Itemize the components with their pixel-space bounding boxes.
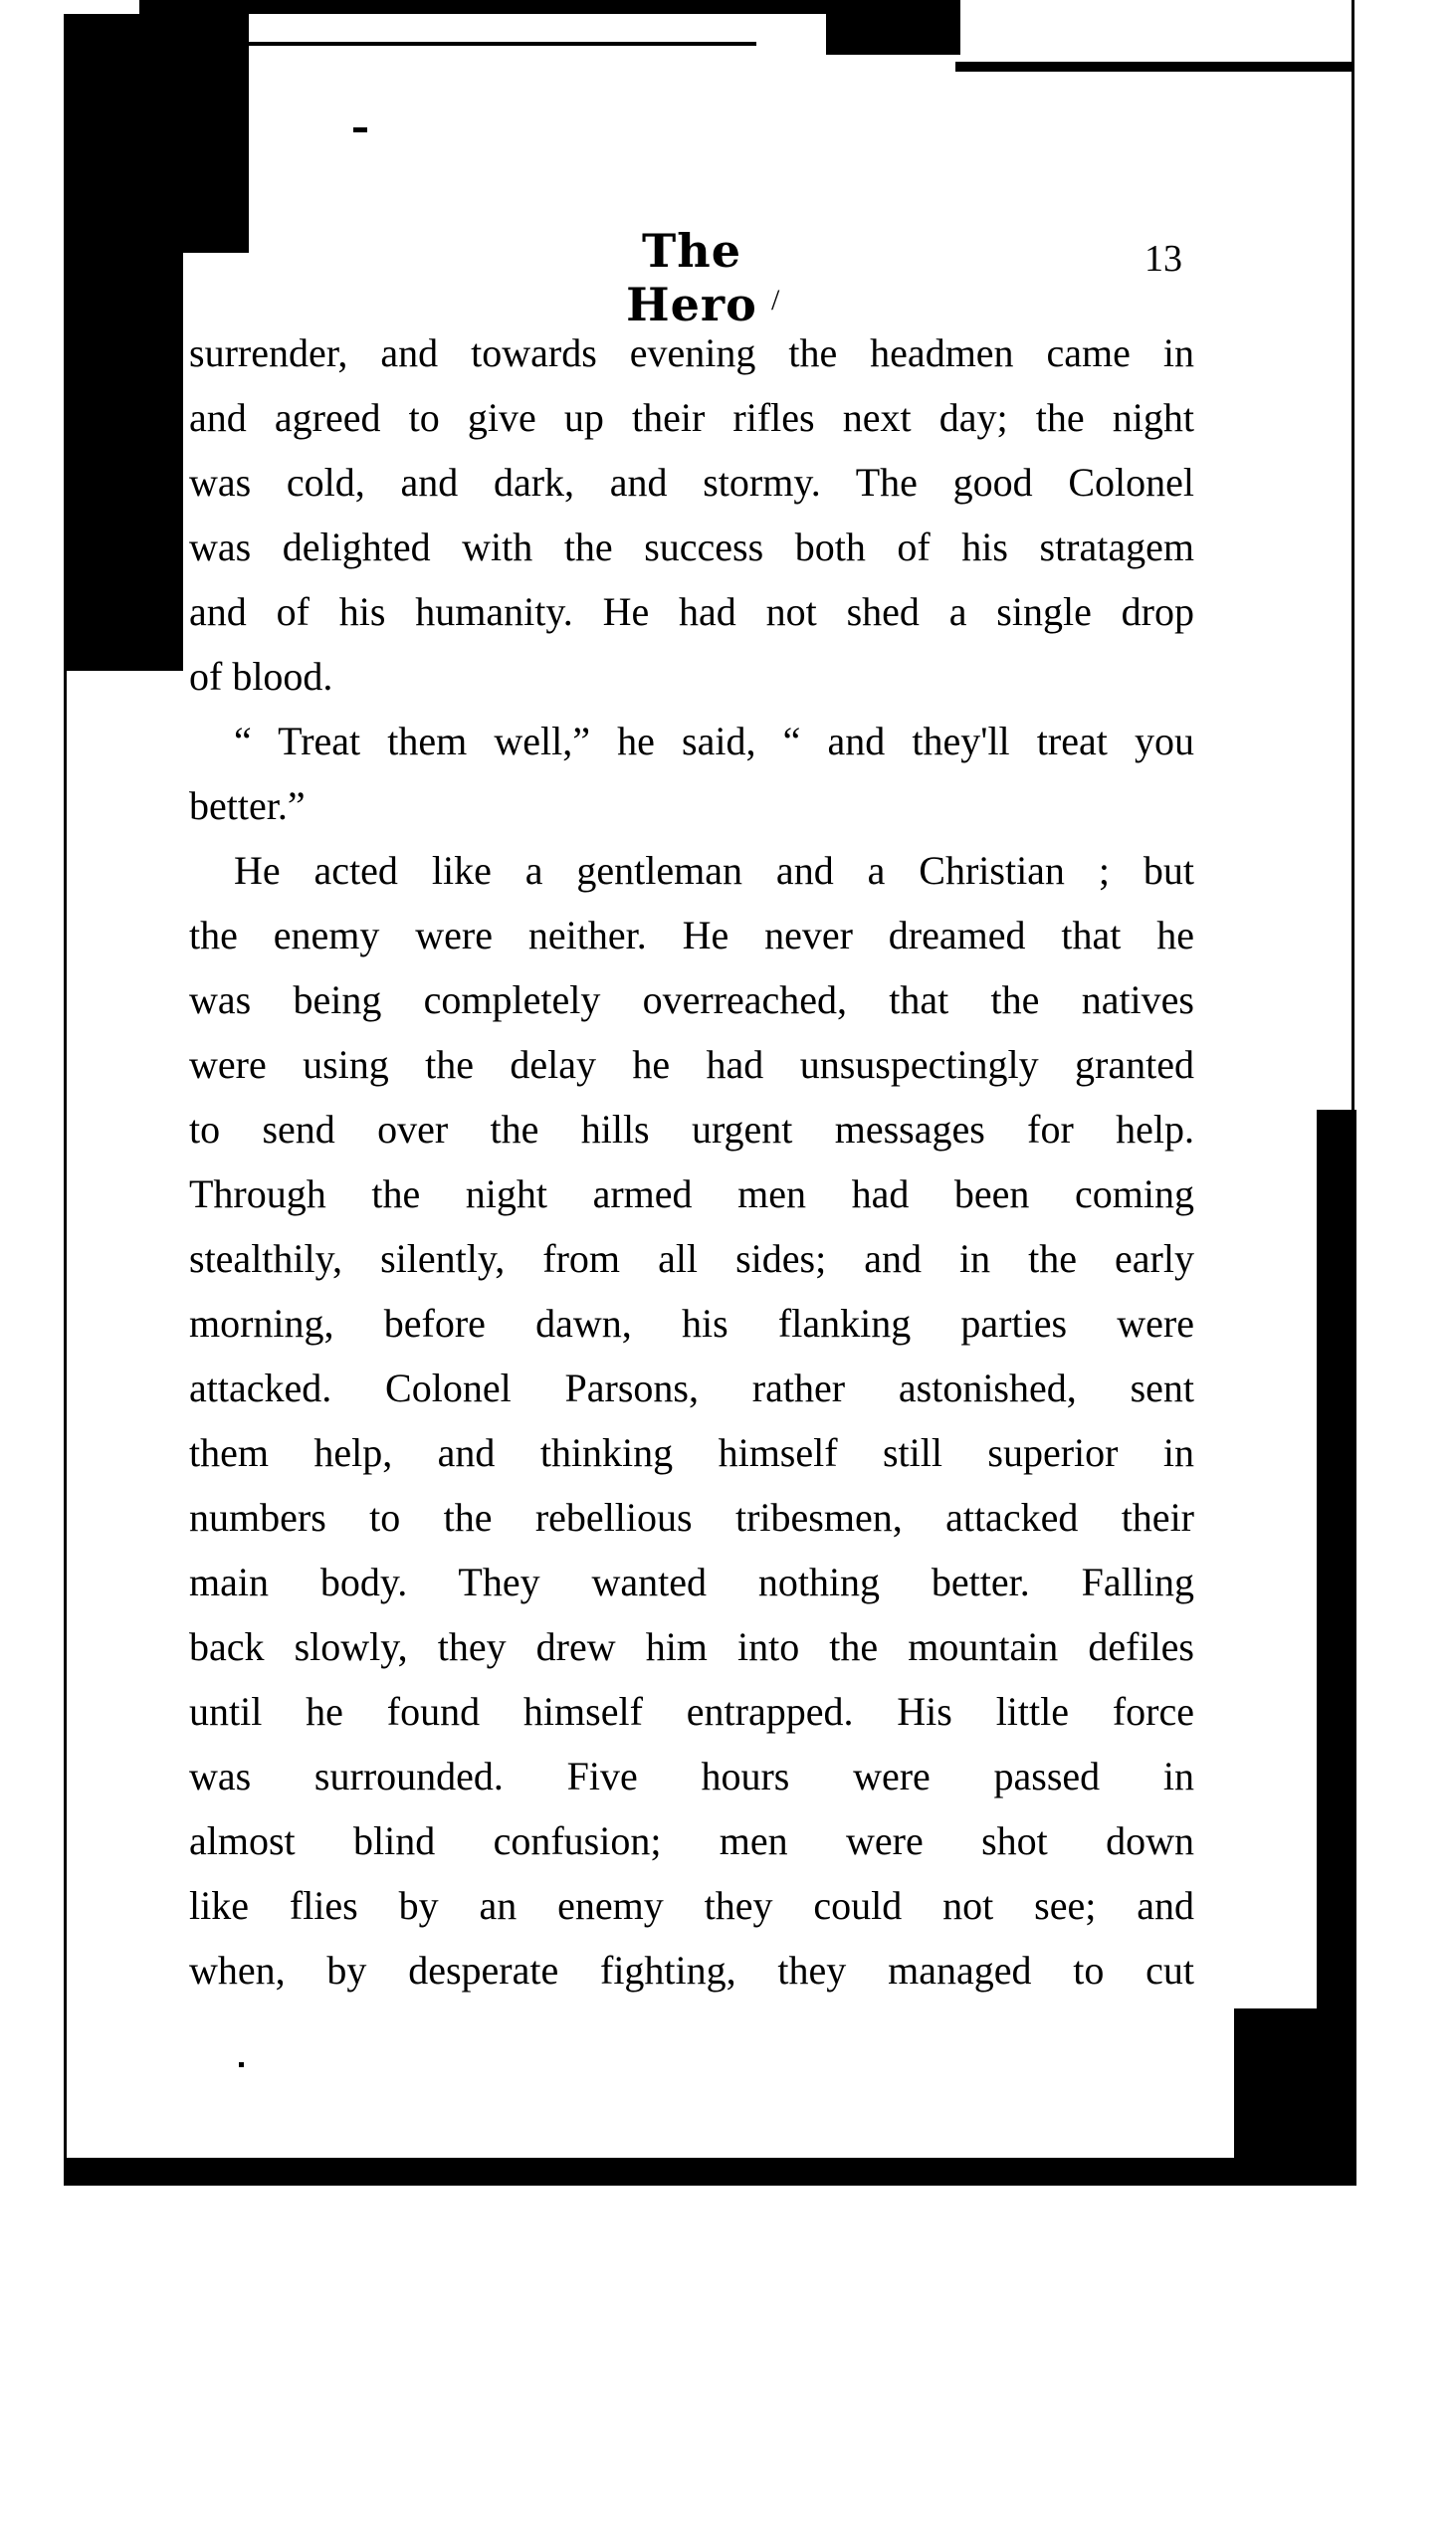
text-line: Through the night armed men had been coming — [189, 1171, 1194, 1216]
text-line: stealthily, silently, from all sides; and in the early — [189, 1236, 1194, 1281]
text-line: surrender, and towards evening the headmen came in — [189, 330, 1194, 375]
text-line: back slowly, they drew him into the mountain defiles — [189, 1624, 1194, 1669]
scan-border-top-thin — [239, 42, 756, 46]
text-line: the enemy were neither. He never dreamed that he — [189, 913, 1194, 957]
text-line: was cold, and dark, and stormy. The good Colonel — [189, 460, 1194, 505]
text-line: was surrounded. Five hours were passed in — [189, 1754, 1194, 1798]
text-line: and agreed to give up their rifles next day; the night — [189, 395, 1194, 440]
body-text — [189, 320, 1194, 2003]
running-header-title: The Hero — [626, 224, 757, 331]
text-line: and of his humanity. He had not shed a single drop — [189, 589, 1194, 634]
scan-dash — [353, 127, 367, 132]
text-line: attacked. Colonel Parsons, rather astonished, sent — [189, 1366, 1194, 1410]
scan-border-left — [64, 14, 183, 671]
scan-border-left-thin — [64, 667, 67, 2180]
text-line: until he found himself entrapped. His little force — [189, 1689, 1194, 1734]
text-line: to send over the hills urgent messages for help. — [189, 1107, 1194, 1152]
text-line: main body. They wanted nothing better. Falling — [189, 1560, 1194, 1604]
text-line: were using the delay he had unsuspectingly granted — [189, 1042, 1194, 1087]
scan-border-top-right — [955, 62, 1353, 72]
text-line: better.” — [189, 783, 306, 828]
text-line: when, by desperate fighting, they managed to cut — [189, 1948, 1194, 1993]
text-line: was being completely overreached, that the natives — [189, 977, 1194, 1022]
scan-border-top-block — [826, 0, 960, 55]
text-line: morning, before dawn, his flanking parties were — [189, 1301, 1194, 1346]
page-number: 13 — [1144, 238, 1182, 280]
scan-border-right-thin — [1352, 0, 1354, 1110]
text-line: them help, and thinking himself still superior in — [189, 1430, 1194, 1475]
stray-mark: / — [771, 284, 780, 316]
text-line: numbers to the rebellious tribesmen, attacked their — [189, 1495, 1194, 1540]
text-line: He acted like a gentleman and a Christian ; but — [234, 848, 1194, 893]
scan-border-right-blob — [1234, 2008, 1356, 2183]
scan-dot — [239, 2062, 244, 2067]
text-line: almost blind confusion; men were shot down — [189, 1818, 1194, 1863]
scan-border-bottom — [64, 2158, 1356, 2186]
text-line: like flies by an enemy they could not see; and — [189, 1883, 1194, 1928]
text-line: of blood. — [189, 654, 333, 699]
text-line: was delighted with the success both of his stratagem — [189, 525, 1194, 569]
text-line: “ Treat them well,” he said, “ and they'll treat you — [234, 719, 1194, 763]
